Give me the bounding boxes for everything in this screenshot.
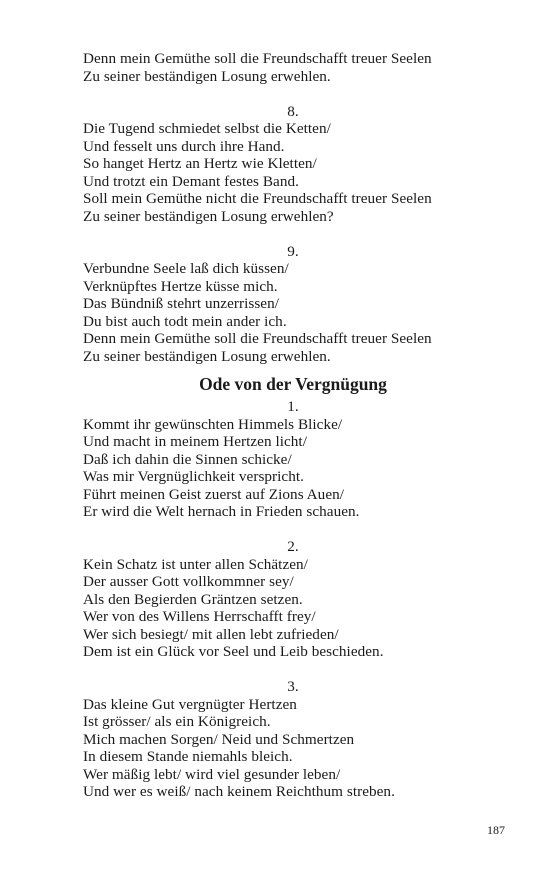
- verse-line: In diesem Stande niemahls bleich.: [83, 748, 293, 765]
- verse-line: Soll mein Gemüthe nicht die Freundschafft treuer Seelen: [83, 190, 432, 207]
- verse-line: Verknüpftes Hertze küsse mich.: [83, 277, 278, 295]
- verse-line: So hanget Hertz an Hertz wie Kletten/: [83, 155, 317, 172]
- verse-line: Ist grösser/ als ein Königreich.: [83, 713, 271, 730]
- page-number: 187: [487, 823, 505, 837]
- stanza-number: 8.: [287, 102, 299, 120]
- verse-line: Wer sich besiegt/ mit allen lebt zufrieden/: [83, 625, 339, 643]
- verse-line: Daß ich dahin die Sinnen schicke/: [83, 450, 292, 468]
- ode-stanza-2: [83, 538, 443, 661]
- verse-line: Als den Begierden Gräntzen setzen.: [83, 590, 303, 608]
- stanza-number: 2.: [287, 538, 299, 555]
- page-body: [83, 50, 443, 801]
- verse-line: Du bist auch todt mein ander ich.: [83, 312, 287, 330]
- verse-line: Und trotzt ein Demant festes Band.: [83, 172, 299, 190]
- verse-line: Verbundne Seele laß dich küssen/: [83, 260, 289, 277]
- verse-line: Und wer es weiß/ nach keinem Reichthum streben.: [83, 783, 395, 800]
- verse-line: Zu seiner beständigen Losung erwehlen.: [83, 347, 331, 365]
- verse-line: Was mir Vergnüglichkeit verspricht.: [83, 468, 304, 485]
- stanza-8: [83, 103, 443, 226]
- verse-line: Mich machen Sorgen/ Neid und Schmertzen: [83, 730, 355, 748]
- intro-stanza-end: [83, 50, 443, 85]
- ode-title: Ode von der Vergnügung: [199, 374, 387, 394]
- ode-stanza-3: [83, 678, 443, 801]
- ode-stanza-1: [83, 398, 443, 521]
- verse-line: Wer mäßig lebt/ wird viel gesunder leben/: [83, 765, 341, 783]
- verse-line: Dem ist ein Glück vor Seel und Leib beschieden.: [83, 643, 384, 660]
- verse-line: Denn mein Gemüthe soll die Freundschafft treuer Seelen: [83, 50, 432, 67]
- verse-line: Die Tugend schmiedet selbst die Ketten/: [83, 120, 331, 137]
- verse-line: Das Bündniß stehrt unzerrissen/: [83, 295, 279, 312]
- verse-line: Der ausser Gott vollkommner sey/: [83, 573, 294, 590]
- verse-line: Denn mein Gemüthe soll die Freundschafft treuer Seelen: [83, 330, 432, 347]
- verse-line: Zu seiner beständigen Losung erwehlen.: [83, 67, 331, 85]
- verse-line: Und macht in meinem Hertzen licht/: [83, 433, 307, 450]
- verse-line: Führt meinen Geist zuerst auf Zions Auen/: [83, 485, 345, 503]
- stanza-number: 3.: [287, 678, 299, 695]
- verse-line: Wer von des Willens Herrschafft frey/: [83, 608, 316, 625]
- verse-line: Das kleine Gut vergnügter Hertzen: [83, 695, 297, 713]
- verse-line: Er wird die Welt hernach in Frieden schauen.: [83, 503, 360, 520]
- stanza-number: 9.: [287, 242, 299, 260]
- stanza-number: 1.: [287, 398, 299, 415]
- verse-line: Kein Schatz ist unter allen Schätzen/: [83, 555, 308, 573]
- verse-line: Zu seiner beständigen Losung erwehlen?: [83, 207, 334, 225]
- verse-line: Und fesselt uns durch ihre Hand.: [83, 137, 285, 155]
- stanza-9: [83, 243, 443, 366]
- verse-line: Kommt ihr gewünschten Himmels Blicke/: [83, 415, 343, 433]
